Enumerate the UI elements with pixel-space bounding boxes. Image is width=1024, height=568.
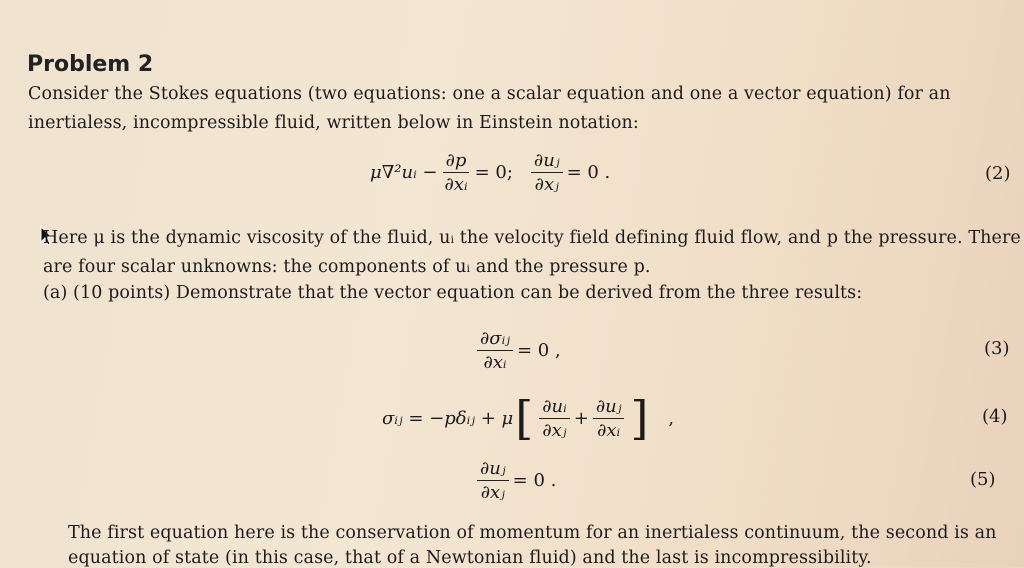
- equation-5: [473, 458, 556, 503]
- eq2-fraction-2: [531, 150, 563, 195]
- intro-line-2: inertialess, incompressible fluid, written below in Einstein notation:: [28, 113, 639, 133]
- equation-number-5: (5): [970, 469, 996, 490]
- plus-sign: +: [573, 407, 589, 429]
- eq4-lhs: σᵢⱼ = −pδᵢⱼ + μ: [382, 407, 514, 429]
- equation-3: [473, 328, 561, 373]
- description-line-1: Here μ is the dynamic viscosity of the fluid, uᵢ the velocity field defining fluid flow, and p the pressure. There: [43, 228, 1021, 248]
- eq2-lhs: μ∇²uᵢ −: [370, 162, 438, 183]
- denominator: ∂xᵢ: [597, 419, 621, 441]
- numerator: ∂σᵢⱼ: [477, 328, 513, 351]
- equation-number-4: (4): [982, 406, 1008, 427]
- numerator: ∂uⱼ: [531, 150, 563, 173]
- numerator: ∂p: [443, 150, 470, 173]
- eq5-fraction: [477, 458, 509, 503]
- eq3-fraction: [477, 328, 513, 373]
- numerator: ∂uⱼ: [593, 396, 625, 419]
- conclusion-line-1: The first equation here is the conservation of momentum for an inertialess continuum, the second is an: [68, 523, 997, 543]
- eq4-fraction-2: [593, 396, 625, 441]
- intro-line-1: Consider the Stokes equations (two equations: one a scalar equation and one a vector equation) for an: [28, 84, 951, 104]
- denominator: ∂xᵢ: [483, 352, 507, 373]
- eq4-rhs: ,: [668, 407, 675, 429]
- denominator: ∂xⱼ: [480, 482, 505, 503]
- eq5-rhs: = 0 .: [512, 470, 557, 491]
- part-a-prompt: (a) (10 points) Demonstrate that the vector equation can be derived from the three results:: [43, 283, 863, 303]
- right-bracket: ]: [630, 391, 649, 445]
- conclusion-line-2: equation of state (in this case, that of a Newtonian fluid) and the last is incompressibility.: [68, 548, 872, 568]
- equation-number-3: (3): [984, 338, 1010, 359]
- denominator: ∂xᵢ: [444, 174, 468, 195]
- eq4-fraction-1: [539, 396, 570, 441]
- equation-4: [382, 391, 675, 445]
- eq2-rhs: = 0 .: [566, 162, 611, 183]
- eq2-fraction-1: [442, 150, 471, 195]
- equation-number-2: (2): [985, 163, 1011, 184]
- description-line-2: are four scalar unknowns: the components of uᵢ and the pressure p.: [43, 257, 651, 277]
- denominator: ∂xⱼ: [542, 419, 567, 441]
- denominator: ∂xⱼ: [534, 174, 559, 195]
- numerator: ∂uᵢ: [539, 396, 570, 419]
- problem-title: Problem 2: [27, 52, 154, 77]
- left-bracket: [: [515, 391, 534, 445]
- numerator: ∂uⱼ: [477, 458, 509, 481]
- eq3-rhs: = 0 ,: [516, 340, 561, 361]
- equation-2: [370, 150, 610, 195]
- eq2-mid: = 0;: [474, 162, 513, 183]
